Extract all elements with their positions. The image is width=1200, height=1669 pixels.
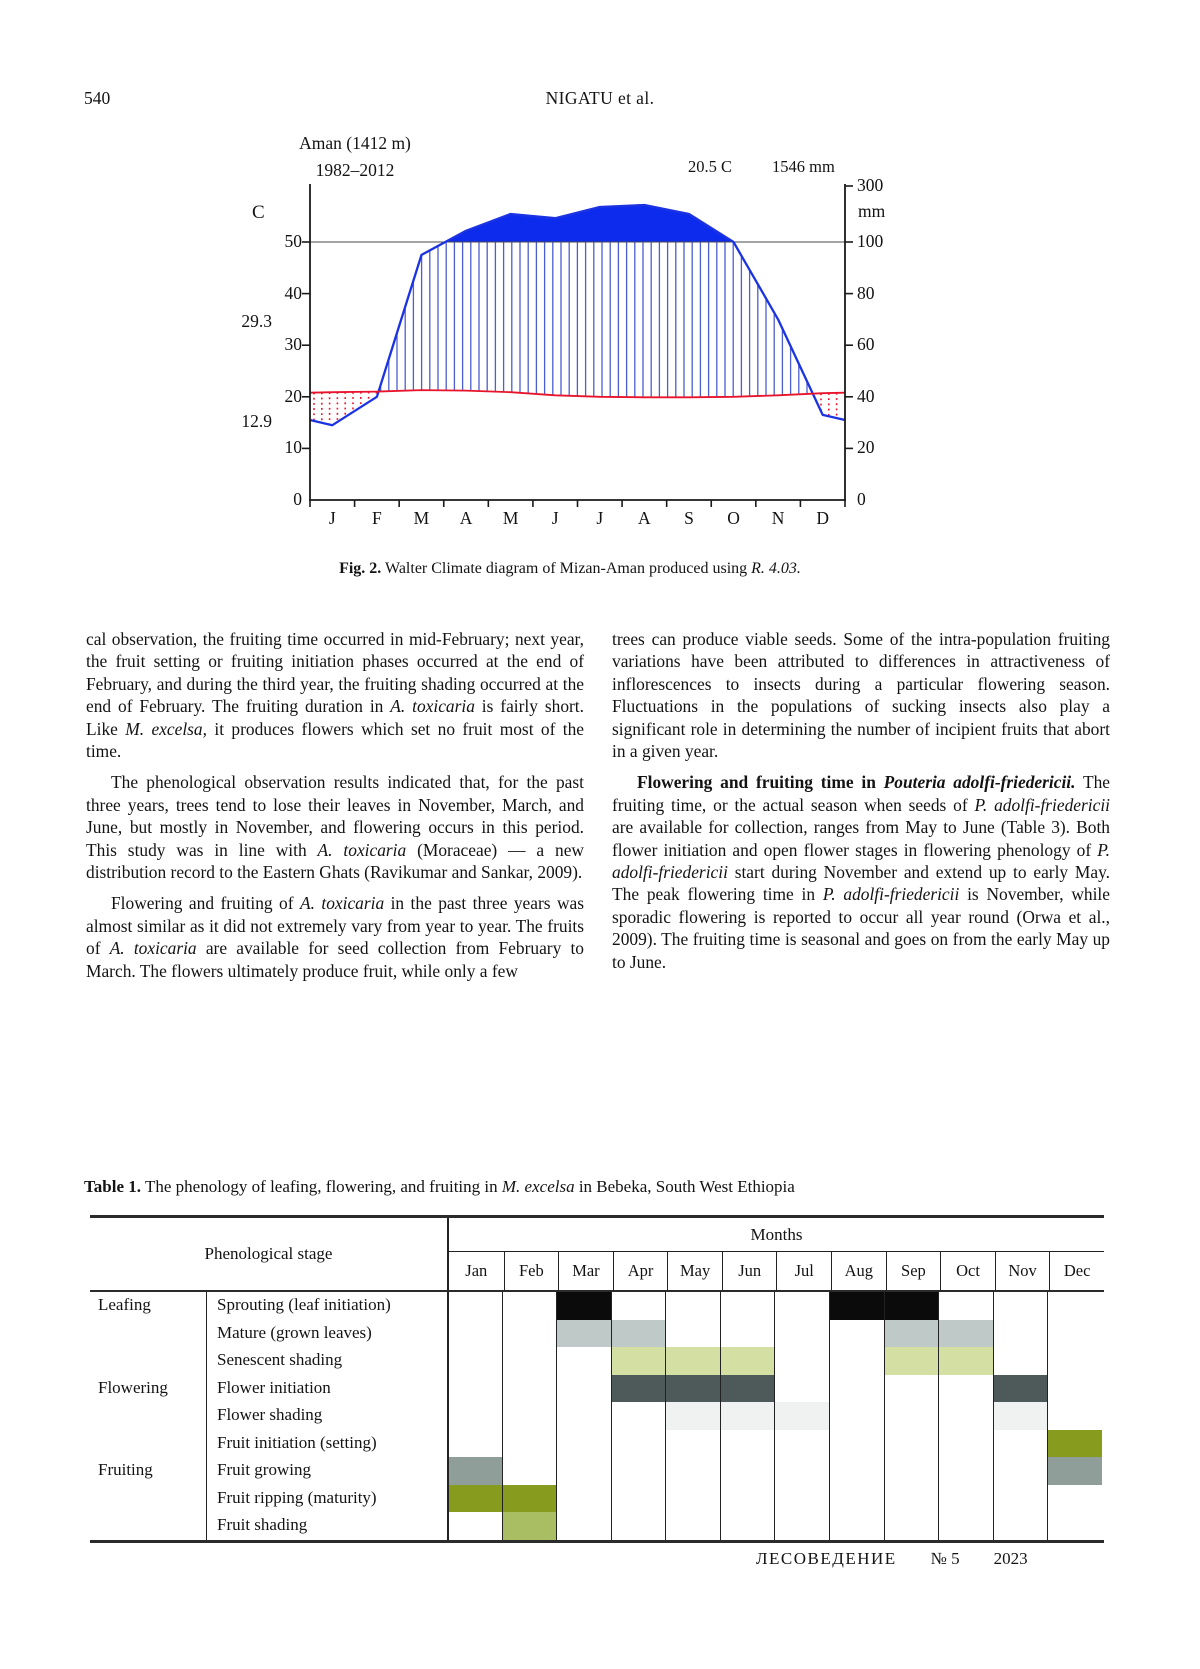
paragraph: The phenological observation results indicated that, for the past three years, trees tend to lose their leaves in November, March, and June, but mostly in November, and flowering occurs in this period. This study was in line with A. toxicaria (Moraceae) — a new distribution record to the Eastern Ghats (Ravikumar and Sankar, 2009).	[86, 772, 584, 883]
stage-group-cell: Fruiting	[98, 1460, 153, 1479]
right-axis-tick-label: 20	[857, 437, 875, 458]
table-row	[90, 1485, 1104, 1513]
table-row	[90, 1292, 1104, 1320]
stage-group-cell	[90, 1485, 206, 1513]
phenology-cell	[774, 1485, 829, 1513]
phenology-cell	[993, 1402, 1048, 1430]
phenology-cell	[1047, 1320, 1102, 1348]
phenology-cell	[1047, 1402, 1102, 1430]
phenology-cell	[611, 1320, 666, 1348]
right-axis-tick-label: 100	[857, 231, 884, 251]
phenology-cell	[884, 1320, 939, 1348]
coldest-month-mean-min-label: 12.9	[241, 411, 272, 431]
phenology-cell	[556, 1292, 611, 1320]
right-axis-tick-label: 300	[857, 175, 884, 195]
left-axis-tick-label: 20	[284, 385, 302, 406]
month-header-cell: Jan	[465, 1261, 488, 1280]
phenology-cell	[774, 1292, 829, 1320]
table-header	[90, 1218, 1104, 1292]
stage-group-cell	[90, 1347, 206, 1375]
phenology-cell	[993, 1430, 1048, 1458]
phenology-cell	[993, 1457, 1048, 1485]
phenology-cell	[938, 1375, 993, 1403]
phenology-cell	[720, 1457, 775, 1485]
month-label: M	[413, 508, 430, 528]
phenology-cell	[665, 1485, 720, 1513]
month-header-cell: May	[667, 1252, 722, 1290]
month-header-cell: Aug	[831, 1252, 886, 1290]
phenology-cell	[884, 1512, 939, 1540]
table-row	[90, 1457, 1104, 1485]
phenology-cell	[556, 1512, 611, 1540]
phenology-cell	[774, 1347, 829, 1375]
table-caption-label: Table 1.	[84, 1177, 142, 1196]
phenology-cell	[1047, 1485, 1102, 1513]
phenology-cell	[829, 1347, 884, 1375]
left-axis-tick-label: 50	[284, 231, 302, 251]
phenology-cell	[611, 1485, 666, 1513]
phenology-cell	[1047, 1430, 1102, 1458]
phenology-cell	[720, 1292, 775, 1320]
phenology-cell	[665, 1457, 720, 1485]
phenology-cell	[720, 1512, 775, 1540]
phenology-cell	[502, 1347, 557, 1375]
phenology-cell	[447, 1375, 502, 1403]
phenology-cell	[720, 1485, 775, 1513]
body-column-left	[86, 628, 584, 991]
paragraph: cal observation, the fruiting time occurred in mid-February; next year, the fruit setting or fruiting initiation phases occurred at the end of February, and during the third year, the fruiting shading occurred at the end of February. The fruiting duration in A. toxicaria is fairly short. Like M. excelsa, it produces flowers which set no fruit most of the time.	[86, 629, 585, 762]
month-label: J	[596, 508, 604, 528]
month-header-cell: Nov	[995, 1252, 1050, 1290]
phenology-cell	[884, 1347, 939, 1375]
phenology-cell	[938, 1457, 993, 1485]
months-header-label: Months	[449, 1218, 1104, 1252]
phenology-cell	[938, 1512, 993, 1540]
month-label: S	[684, 508, 694, 528]
stage-group-cell: Flowering	[98, 1377, 168, 1397]
right-axis-unit-label: mm	[858, 201, 886, 221]
walter-climate-diagram	[232, 130, 912, 542]
footer-year: 2023	[993, 1549, 1028, 1568]
stage-name-cell: Mature (grown leaves)	[206, 1320, 447, 1348]
stage-header-cell: Phenological stage	[204, 1244, 333, 1263]
table-row	[90, 1512, 1104, 1540]
phenology-cell	[447, 1347, 502, 1375]
stage-name-cell: Flower initiation	[206, 1375, 447, 1403]
stage-name-cell: Fruit growing	[206, 1457, 447, 1485]
phenology-cell	[447, 1292, 502, 1320]
phenology-cell	[829, 1512, 884, 1540]
phenology-cell	[938, 1292, 993, 1320]
left-axis-tick-label: 10	[284, 437, 302, 458]
month-label: D	[816, 508, 830, 528]
phenology-cell	[993, 1347, 1048, 1375]
phenology-cell	[938, 1320, 993, 1348]
stage-group-cell	[90, 1402, 206, 1430]
table-row	[90, 1375, 1104, 1403]
table-row	[90, 1347, 1104, 1375]
month-label: M	[502, 508, 519, 528]
phenology-cell	[556, 1375, 611, 1403]
footer-issue: № 5	[930, 1549, 960, 1568]
phenology-cell	[884, 1430, 939, 1458]
phenology-cell	[502, 1320, 557, 1348]
figure-caption-text: Walter Climate diagram of Mizan-Aman produced using R. 4.03.	[385, 560, 801, 577]
phenology-cell	[665, 1430, 720, 1458]
phenology-cell	[447, 1485, 502, 1513]
phenology-cell	[502, 1375, 557, 1403]
paragraph: trees can produce viable seeds. Some of the intra-population fruiting variations have been attributed to differences in attractiveness of inflorescences to insects during a particular flowering season. Fluctuations in the populations of sucking insects also play a significant role in determining the number of incipient fruits that abort in a given year.	[612, 629, 1110, 762]
phenology-cell	[556, 1320, 611, 1348]
phenology-cell	[720, 1320, 775, 1348]
phenology-cell	[665, 1347, 720, 1375]
stage-group-cell	[90, 1512, 206, 1540]
stage-name-cell: Fruit ripping (maturity)	[206, 1485, 447, 1513]
phenology-cell	[556, 1485, 611, 1513]
figure-mean-annual-temp: 20.5 C	[688, 157, 733, 176]
phenology-cell	[556, 1430, 611, 1458]
phenology-cell	[665, 1402, 720, 1430]
month-label: J	[328, 508, 336, 528]
phenology-cell	[829, 1485, 884, 1513]
phenology-cell	[993, 1292, 1048, 1320]
paragraph: Flowering and fruiting time in Pouteria adolfi-friedericii. The fruiting time, or the actual season when seeds of P. adolfi-friedericii are available for collection, ranges from May to June (Table 3). Both flower initiation and open flower stages in flowering phenology of P. adolfi-friedericii start during November and extend up to early May. The peak flowering time in P. adolfi-friedericii is November, while sporadic flowering is reported to occur all year round (Orwa et al., 2009). The fruiting time is seasonal and goes on from the early May up to June.	[612, 772, 1110, 972]
month-label: O	[727, 508, 740, 528]
phenology-cell	[829, 1457, 884, 1485]
phenology-cell	[556, 1347, 611, 1375]
phenology-cell	[884, 1292, 939, 1320]
month-header-cell: Jul	[776, 1252, 831, 1290]
page-number: 540	[84, 88, 111, 108]
phenology-cell	[938, 1485, 993, 1513]
phenology-cell	[447, 1320, 502, 1348]
stage-name-cell: Senescent shading	[206, 1347, 447, 1375]
right-axis-tick-label: 60	[857, 334, 875, 355]
month-header-cell: Mar	[558, 1252, 613, 1290]
table-caption	[84, 1177, 795, 1197]
month-header-cell: Feb	[504, 1252, 559, 1290]
stage-name-cell: Fruit initiation (setting)	[206, 1430, 447, 1458]
month-name-row	[449, 1252, 1104, 1290]
stage-group-cell	[90, 1320, 206, 1348]
phenology-cell	[993, 1375, 1048, 1403]
figure-period: 1982–2012	[315, 160, 395, 180]
right-axis-tick-label: 80	[857, 282, 875, 303]
phenology-cell	[720, 1402, 775, 1430]
phenology-cell	[611, 1347, 666, 1375]
running-head: NIGATU et al.	[545, 88, 655, 108]
phenology-cell	[774, 1402, 829, 1430]
left-axis-tick-label: 40	[284, 282, 302, 303]
month-label: N	[771, 508, 785, 528]
stage-name-cell: Fruit shading	[206, 1512, 447, 1540]
phenology-cell	[884, 1457, 939, 1485]
phenology-cell	[1047, 1292, 1102, 1320]
month-header-cell: Oct	[940, 1252, 995, 1290]
phenology-cell	[829, 1430, 884, 1458]
phenology-cell	[502, 1485, 557, 1513]
left-axis-unit-label: C	[252, 202, 265, 223]
phenology-cell	[938, 1347, 993, 1375]
left-axis-tick-label: 0	[293, 489, 302, 509]
phenology-cell	[611, 1375, 666, 1403]
phenology-cell	[611, 1457, 666, 1485]
phenology-cell	[993, 1485, 1048, 1513]
months-header	[447, 1218, 1104, 1290]
phenology-cell	[1047, 1457, 1102, 1485]
phenology-cell	[447, 1402, 502, 1430]
phenology-cell	[1047, 1375, 1102, 1403]
phenology-cell	[774, 1430, 829, 1458]
phenology-cell	[665, 1512, 720, 1540]
warmest-month-mean-max-label: 29.3	[241, 311, 272, 331]
month-label: F	[372, 508, 382, 528]
figure-station-title: Aman (1412 m)	[299, 133, 411, 153]
left-axis-tick-label: 30	[284, 334, 302, 355]
phenology-cell	[720, 1430, 775, 1458]
month-label: A	[638, 508, 651, 528]
phenology-cell	[1047, 1347, 1102, 1375]
phenology-cell	[774, 1512, 829, 1540]
footer-journal: ЛЕСОВЕДЕНИЕ	[756, 1549, 897, 1568]
phenology-cell	[611, 1402, 666, 1430]
phenology-cell	[829, 1402, 884, 1430]
phenology-cell	[720, 1347, 775, 1375]
table-row	[90, 1430, 1104, 1458]
figure-annual-precipitation: 1546 mm	[772, 157, 835, 176]
month-header-cell: Dec	[1049, 1252, 1104, 1290]
phenology-cell	[502, 1292, 557, 1320]
phenology-cell	[829, 1320, 884, 1348]
phenology-cell	[665, 1320, 720, 1348]
phenology-cell	[556, 1402, 611, 1430]
phenology-cell	[829, 1292, 884, 1320]
phenology-cell	[502, 1430, 557, 1458]
figure-caption	[90, 560, 1050, 578]
right-axis-tick-label: 0	[857, 489, 866, 509]
stage-name-cell: Sprouting (leaf initiation)	[206, 1292, 447, 1320]
phenology-cell	[720, 1375, 775, 1403]
table-row	[90, 1320, 1104, 1348]
phenology-cell	[611, 1292, 666, 1320]
phenology-cell	[447, 1512, 502, 1540]
month-header-cell: Sep	[886, 1252, 941, 1290]
phenology-cell	[774, 1457, 829, 1485]
right-axis-tick-label: 40	[857, 385, 875, 406]
phenology-table	[90, 1215, 1104, 1543]
phenology-cell	[556, 1457, 611, 1485]
month-header-cell: Apr	[613, 1252, 668, 1290]
paragraph: Flowering and fruiting of A. toxicaria in the past three years was almost similar as it did not extremely vary from year to year. The fruits of A. toxicaria are available for seed collection from February to March. The flowers ultimately produce fruit, while only a few	[86, 893, 584, 981]
phenology-cell	[502, 1512, 557, 1540]
phenology-cell	[447, 1457, 502, 1485]
phenology-cell	[829, 1375, 884, 1403]
stage-group-cell	[90, 1430, 206, 1458]
phenology-cell	[502, 1402, 557, 1430]
stage-group-cell: Leafing	[98, 1295, 151, 1314]
phenology-cell	[447, 1430, 502, 1458]
phenology-cell	[774, 1375, 829, 1403]
phenology-cell	[1047, 1512, 1102, 1540]
phenology-cell	[993, 1512, 1048, 1540]
phenology-cell	[884, 1402, 939, 1430]
phenology-cell	[502, 1457, 557, 1485]
figure-caption-label: Fig. 2.	[339, 560, 382, 577]
phenology-cell	[611, 1430, 666, 1458]
month-label: J	[551, 508, 559, 528]
phenology-cell	[884, 1485, 939, 1513]
phenology-cell	[993, 1320, 1048, 1348]
phenology-cell	[938, 1430, 993, 1458]
body-column-right	[612, 628, 1110, 982]
phenology-cell	[665, 1292, 720, 1320]
phenology-cell	[611, 1512, 666, 1540]
table-caption-text: The phenology of leafing, flowering, and fruiting in M. excelsa in Bebeka, South West Ethiopia	[144, 1177, 795, 1196]
phenology-cell	[774, 1320, 829, 1348]
phenology-cell	[938, 1402, 993, 1430]
stage-name-cell: Flower shading	[206, 1402, 447, 1430]
month-label: A	[459, 508, 473, 528]
journal-footer	[756, 1549, 1028, 1569]
phenology-cell	[665, 1375, 720, 1403]
table-row	[90, 1402, 1104, 1430]
month-header-cell: Jun	[722, 1252, 777, 1290]
phenology-cell	[884, 1375, 939, 1403]
